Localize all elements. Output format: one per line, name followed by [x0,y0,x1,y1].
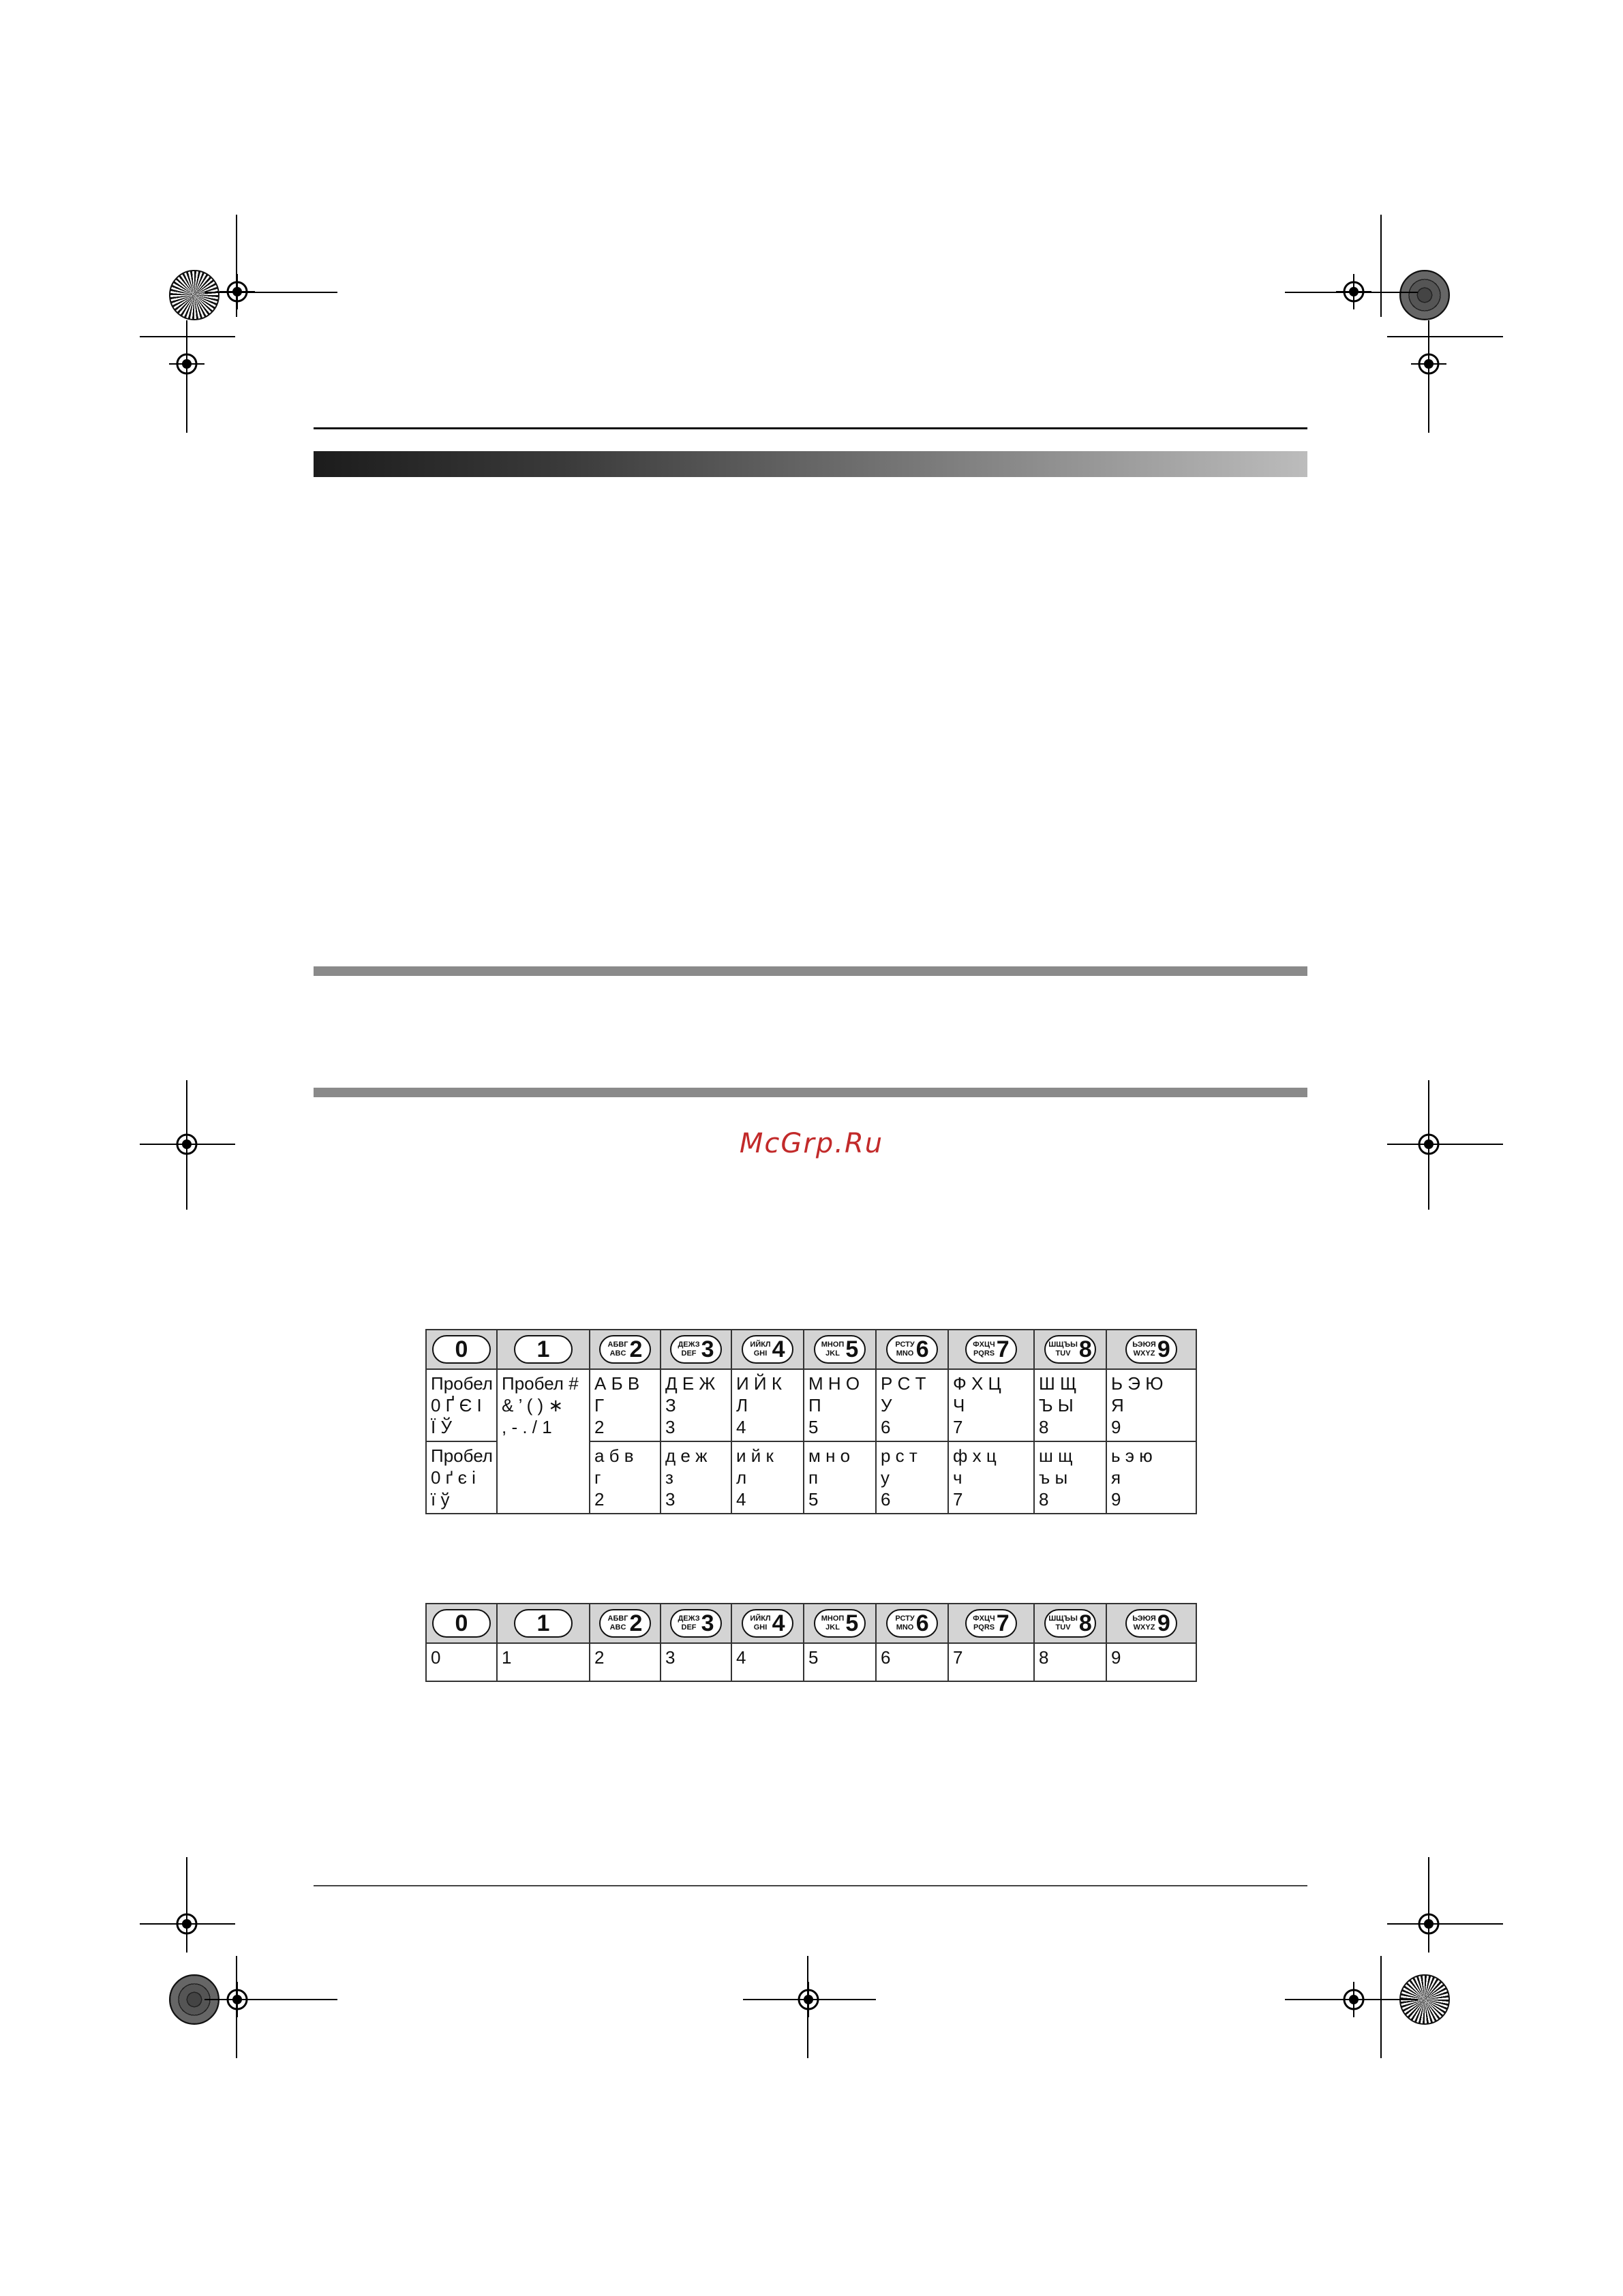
key-3-icon [670,1335,722,1364]
key-latin-letters: WXYZ [1133,1349,1155,1358]
key-latin-letters: ABC [609,1623,626,1632]
character-cell: И Й К Л 4 [731,1369,804,1441]
key-cyrillic-letters: ЬЭЮЯ [1132,1341,1156,1349]
registration-target-icon [219,274,255,309]
section-divider [314,1088,1307,1097]
key-digit: 7 [996,1336,1010,1362]
key-4-icon [742,1335,793,1364]
key-latin-letters: PQRS [973,1623,995,1632]
key-latin-letters: MNO [896,1623,914,1632]
key-cyrillic-letters: ДЕЖЗ [678,1614,700,1623]
key-latin-letters: MNO [896,1349,914,1358]
key-digit: 4 [772,1336,785,1362]
registration-target-icon [1336,274,1371,309]
key-cyrillic-letters: АБВГ [607,1341,628,1349]
key-cyrillic-letters: ФХЦЧ [973,1341,995,1349]
key-latin-letters: TUV [1055,1623,1071,1632]
character-cell: А Б В Г 2 [590,1369,661,1441]
registration-wheel-icon [1399,270,1450,320]
key-header-cell [948,1604,1034,1643]
key-9-icon [1125,1609,1177,1638]
registration-target-icon [1411,346,1446,382]
key-header-cell [1034,1604,1106,1643]
character-cell: д е ж з 3 [661,1441,731,1514]
key-latin-letters: WXYZ [1133,1623,1155,1632]
key-digit: 3 [701,1336,714,1362]
character-cell: ь э ю я 9 [1106,1441,1196,1514]
key-header-cell [661,1330,731,1369]
key-9-icon [1125,1335,1177,1364]
registration-target-icon [1336,1982,1371,2017]
numeric-character-table [425,1603,1197,1682]
character-cell: а б в г 2 [590,1441,661,1514]
key-header-cell [804,1604,876,1643]
key-header-cell [731,1604,804,1643]
key-cyrillic-letters: АБВГ [607,1614,628,1623]
character-cell: Пробел # & ’ ( ) ∗ , - . / 1 [497,1369,590,1514]
key-header-cell [1034,1330,1106,1369]
key-8-icon [1044,1335,1096,1364]
key-cyrillic-letters: ЬЭЮЯ [1132,1614,1156,1623]
key-1-icon [514,1335,573,1364]
key-7-icon [965,1335,1017,1364]
key-header-cell [661,1604,731,1643]
character-cell: Ш Щ Ъ Ы 8 [1034,1369,1106,1441]
numeric-value-row [426,1643,1196,1681]
character-cell: Р С Т У 6 [876,1369,948,1441]
character-cell: Ь Э Ю Я 9 [1106,1369,1196,1441]
character-cell: и й к л 4 [731,1441,804,1514]
character-cell: ф х ц ч 7 [948,1441,1034,1514]
registration-target-icon [169,346,204,382]
key-2-icon [599,1335,651,1364]
key-cyrillic-letters: ИЙКЛ [750,1341,771,1349]
registration-target-icon [169,1906,204,1942]
key-header-cell [426,1330,497,1369]
registration-target-icon [1411,1906,1446,1942]
key-header-cell [1106,1330,1196,1369]
character-cell: Д Е Ж З 3 [661,1369,731,1441]
key-latin-letters: TUV [1055,1349,1071,1358]
key-7-icon [965,1609,1017,1638]
footer-rule [314,1885,1307,1886]
character-cell: М Н О П 5 [804,1369,876,1441]
key-header-cell [804,1330,876,1369]
numeric-value-cell: 3 [661,1643,731,1681]
numeric-value-cell: 0 [426,1643,497,1681]
header-rule [314,427,1307,429]
key-cyrillic-letters: РСТУ [895,1614,915,1623]
key-cyrillic-letters: ИЙКЛ [750,1614,771,1623]
key-header-cell [497,1330,590,1369]
key-latin-letters: JKL [825,1349,840,1358]
key-cyrillic-letters: ШЩЪЫ [1048,1341,1078,1349]
key-header-cell [1106,1604,1196,1643]
numeric-value-cell: 1 [497,1643,590,1681]
key-5-icon [814,1335,866,1364]
key-latin-letters: PQRS [973,1349,995,1358]
character-cell: м н о п 5 [804,1441,876,1514]
key-5-icon [814,1609,866,1638]
key-digit: 8 [1078,1336,1092,1362]
key-cyrillic-letters: МНОП [821,1614,845,1623]
key-digit: 0 [455,1336,468,1362]
key-digit: 1 [536,1336,550,1362]
numeric-value-cell: 7 [948,1643,1034,1681]
key-header-cell [876,1604,948,1643]
key-0-icon [432,1335,491,1364]
key-digit: 6 [915,1610,929,1636]
character-cell: Пробел 0 ґ є і ї ў [426,1441,497,1514]
key-latin-letters: GHI [753,1623,768,1632]
key-3-icon [670,1609,722,1638]
character-cell: ш щ ъ ы 8 [1034,1441,1106,1514]
header-gradient-bar [314,451,1307,477]
key-4-icon [742,1609,793,1638]
key-6-icon [886,1609,938,1638]
key-latin-letters: DEF [681,1349,697,1358]
key-digit: 6 [915,1336,929,1362]
uppercase-row [426,1369,1196,1441]
key-cyrillic-letters: ДЕЖЗ [678,1341,700,1349]
registration-wheel-icon [169,270,219,320]
key-8-icon [1044,1609,1096,1638]
registration-target-icon [219,1982,255,2017]
numeric-value-cell: 8 [1034,1643,1106,1681]
character-cell: р с т у 6 [876,1441,948,1514]
key-digit: 0 [455,1610,468,1636]
key-digit: 5 [845,1336,859,1362]
key-2-icon [599,1609,651,1638]
key-digit: 2 [629,1336,643,1362]
key-6-icon [886,1335,938,1364]
numeric-value-cell: 6 [876,1643,948,1681]
numeric-value-cell: 4 [731,1643,804,1681]
key-header-cell [948,1330,1034,1369]
key-header-row [426,1604,1196,1643]
key-latin-letters: JKL [825,1623,840,1632]
key-cyrillic-letters: ШЩЪЫ [1048,1614,1078,1623]
key-latin-letters: DEF [681,1623,697,1632]
numeric-value-cell: 2 [590,1643,661,1681]
numeric-value-cell: 5 [804,1643,876,1681]
key-header-cell [876,1330,948,1369]
cyrillic-character-table [425,1329,1197,1514]
key-header-cell [426,1604,497,1643]
key-digit: 4 [772,1610,785,1636]
numeric-value-cell: 9 [1106,1643,1196,1681]
section-divider [314,966,1307,976]
key-header-cell [590,1604,661,1643]
key-digit: 9 [1157,1336,1170,1362]
key-header-cell [590,1330,661,1369]
key-cyrillic-letters: РСТУ [895,1341,915,1349]
key-header-cell [497,1604,590,1643]
key-latin-letters: ABC [609,1349,626,1358]
character-cell: Ф Х Ц Ч 7 [948,1369,1034,1441]
key-digit: 3 [701,1610,714,1636]
character-cell: Пробел 0 Ґ Є І Ї Ў [426,1369,497,1441]
key-digit: 7 [996,1610,1010,1636]
key-digit: 1 [536,1610,550,1636]
key-digit: 2 [629,1610,643,1636]
key-digit: 9 [1157,1610,1170,1636]
key-latin-letters: GHI [753,1349,768,1358]
key-digit: 8 [1078,1610,1092,1636]
key-1-icon [514,1609,573,1638]
watermark-text: McGrp.Ru [739,1128,884,1159]
registration-target-icon [791,1982,826,2017]
key-cyrillic-letters: ФХЦЧ [973,1614,995,1623]
key-cyrillic-letters: МНОП [821,1341,845,1349]
key-header-cell [731,1330,804,1369]
key-digit: 5 [845,1610,859,1636]
key-0-icon [432,1609,491,1638]
key-header-row [426,1330,1196,1369]
